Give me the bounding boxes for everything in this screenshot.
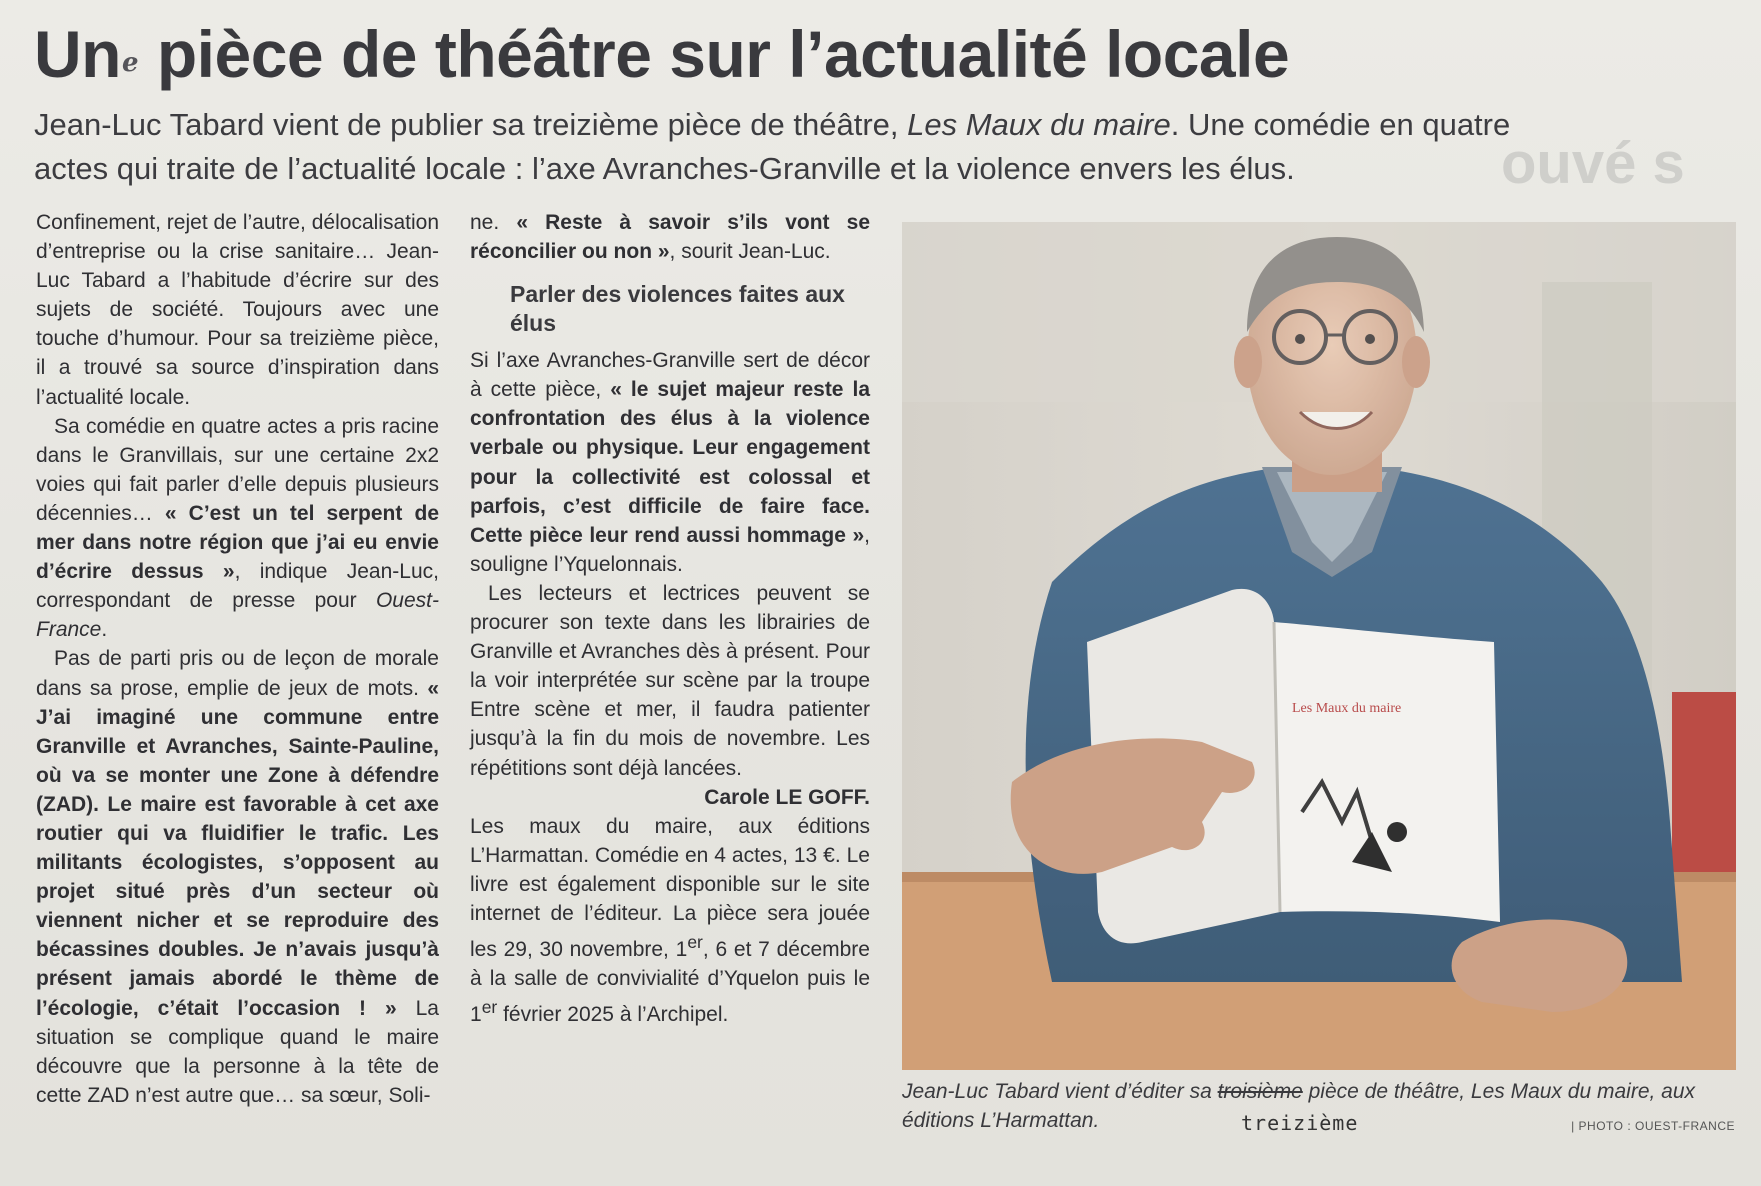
paragraph: ne. « Reste à savoir s’ils vont se réconcilier ou non », sourit Jean-Luc. [470,211,870,264]
book-cover-title: Les Maux du maire [1292,701,1402,716]
handwritten-correction: treizième [1241,1111,1359,1135]
standfirst: Jean-Luc Tabard vient de publier sa treizième pièce de théâtre, Les Maux du maire. Une comédie en quatre actes qui traite de l’actualité locale : l’axe Avranches-Granville et la violence envers les élus. [34,107,1511,186]
photo-credit: | PHOTO : OUEST-FRANCE [1571,1119,1735,1133]
paragraph: Si l’axe Avranches-Granville sert de décor à cette pièce, « le sujet majeur reste la confrontation des élus à la violence verbale ou physique. Leur engagement pour la collectivité est colossal et parfois, c’est difficile de faire face. Cette pièce leur rend aussi hommage », souligne l’Yquelonnais. [470,349,870,576]
bleed-through-text: ouvé s [1501,131,1685,196]
struck-word: troisième [1217,1080,1303,1103]
article-column-1 [36,208,439,1110]
paragraph: Les lecteurs et lectrices peuvent se procurer son texte dans les librairies de Granville et Avranches dès à présent. Pour la voir interprétée sur scène par la troupe Entre scène et mer, il faudra patienter jusqu’à la fin du mois de novembre. Les répétitions sont déjà lancées. [470,581,870,780]
book-info: Les maux du maire, aux éditions L’Harmattan. Comédie en 4 actes, 13 €. Le livre est également disponible sur le site internet de l’éditeur. La pièce sera jouée les 29, 30 novembre, 1er, 6 et 7 décembre à la salle de convivialité d’Yquelon puis le 1er février 2025 à l’Archipel. [470,814,870,1027]
handwritten-letter-mark: e [121,48,139,78]
author-photo [902,222,1736,1070]
headline: Une pièce de théâtre sur l’actualité locale [34,17,1290,91]
photo-caption: Jean-Luc Tabard vient d’éditer sa troisième pièce de théâtre, Les Maux du maire, aux éditions L’Harmattan. [902,1080,1696,1132]
paragraph: Sa comédie en quatre actes a pris racine dans le Granvillais, sur une certaine 2x2 voies qui fait parler d’elle depuis plusieurs décennies… « C’est un tel serpent de mer dans notre région que j’ai eu envie d’écrire dessus », indique Jean-Luc, correspondant de presse pour Ouest-France. [36,414,439,642]
subheading: Parler des violences faites aux élus [510,281,845,337]
paragraph: Confinement, rejet de l’autre, délocalisation d’entreprise ou la crise sanitaire… Jean-Luc Tabard a l’habitude d’écrire sur des sujets de société. Toujours avec une touche d’humour. Pour sa treizième pièce, il a trouvé sa source d’inspiration dans l’actualité locale. [36,211,439,409]
paragraph: Pas de parti pris ou de leçon de morale dans sa prose, emplie de jeux de mots. « J’ai imaginé une commune entre Granville et Avranches, Sainte-Pauline, où va se monter une Zone à défendre (ZAD). Le maire est favorable à cet axe routier qui va fluidifier le trafic. Les militants écologistes, s’opposent au projet situé près d’un secteur où viennent nicher et se reproduire des bécassines doubles. Je n’avais jusqu’à présent jamais abordé le thème de l’écologie, c’était l’occasion ! » La situation se complique quand le maire découvre que la personne à la tête de cette ZAD n’est autre que… sa sœur, Soli- [36,647,439,1107]
author-signature: Carole LE GOFF. [704,785,870,809]
article-column-2 [470,208,870,1029]
